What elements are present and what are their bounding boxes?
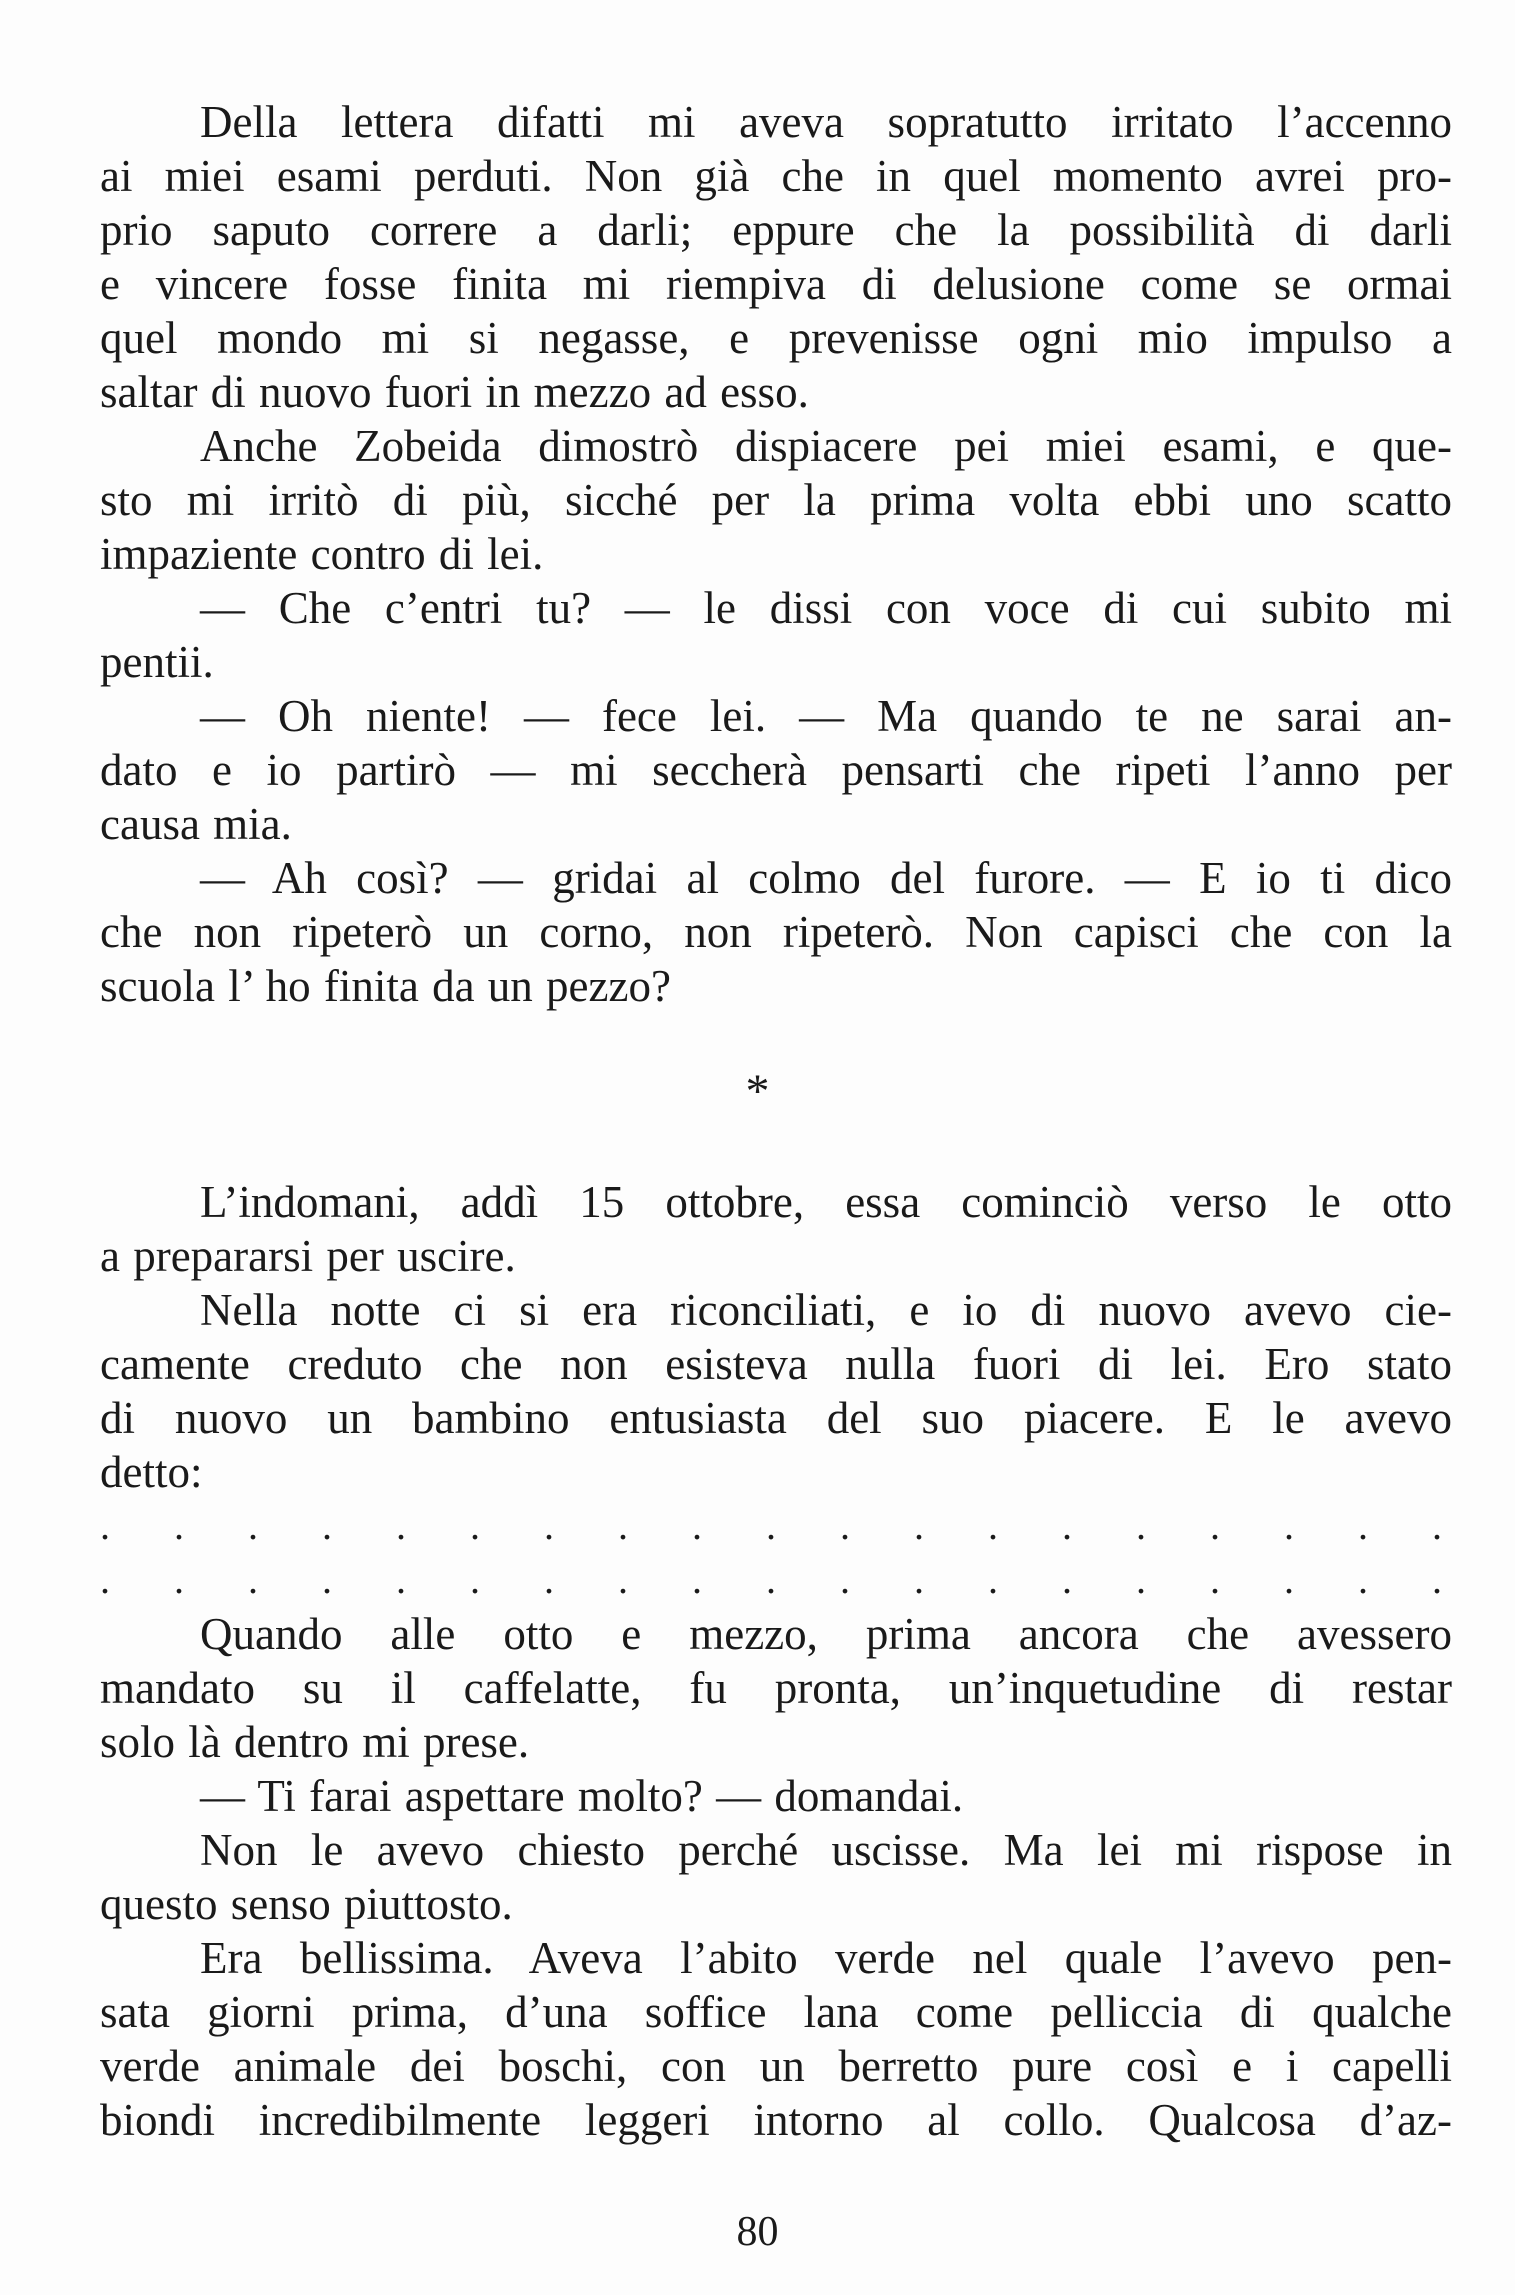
text-line: Della lettera difatti mi aveva sopratutto irritato l’accenno	[200, 97, 1452, 147]
text-line: pentii.	[100, 637, 214, 687]
text-line: di nuovo un bambino entusiasta del suo piacere. E le avevo	[100, 1393, 1452, 1443]
text-line: Quando alle otto e mezzo, prima ancora che avessero	[200, 1609, 1452, 1659]
text-line: questo senso piuttosto.	[100, 1879, 513, 1929]
text-line: Nella notte ci si era riconciliati, e io di nuovo avevo cie-	[200, 1285, 1452, 1335]
text-line: scuola l’ ho finita da un pezzo?	[100, 961, 671, 1011]
text-line: — Che c’entri tu? — le dissi con voce di cui subito mi	[200, 583, 1452, 633]
text-line: — Ti farai aspettare molto? — domandai.	[200, 1771, 964, 1821]
omitted-text-dots: . . . . . . . . . . . . . . . . . . .	[100, 1503, 1442, 1548]
text-line: Non le avevo chiesto perché uscisse. Ma lei mi rispose in	[200, 1825, 1452, 1875]
text-line: verde animale dei boschi, con un berretto pure così e i capelli	[100, 2041, 1452, 2091]
text-line: Era bellissima. Aveva l’abito verde nel quale l’avevo pen-	[200, 1933, 1452, 1983]
text-line: mandato su il caffelatte, fu pronta, un’inquetudine di restar	[100, 1663, 1452, 1713]
page-number: 80	[736, 2209, 779, 2255]
text-line: saltar di nuovo fuori in mezzo ad esso.	[100, 367, 809, 417]
text-line: prio saputo correre a darli; eppure che la possibilità di darli	[100, 205, 1452, 255]
text-line: solo là dentro mi prese.	[100, 1717, 530, 1767]
text-line: sto mi irritò di più, sicché per la prima volta ebbi uno scatto	[100, 475, 1452, 525]
text-line: a prepararsi per uscire.	[100, 1231, 516, 1281]
text-line: dato e io partirò — mi seccherà pensarti che ripeti l’anno per	[100, 745, 1452, 795]
text-line: sata giorni prima, d’una soffice lana come pelliccia di qualche	[100, 1987, 1452, 2037]
text-line: che non ripeterò un corno, non ripeterò. Non capisci che con la	[100, 907, 1452, 957]
text-line: causa mia.	[100, 799, 292, 849]
section-separator: *	[745, 1065, 770, 1118]
text-line: quel mondo mi si negasse, e prevenisse ogni mio impulso a	[100, 313, 1452, 363]
text-line: impaziente contro di lei.	[100, 529, 544, 579]
text-section-3	[100, 1607, 1452, 2147]
omitted-text-dots: . . . . . . . . . . . . . . . . . . .	[100, 1557, 1442, 1602]
text-line: Anche Zobeida dimostrò dispiacere pei miei esami, e que-	[200, 421, 1452, 471]
text-line: L’indomani, addì 15 ottobre, essa cominciò verso le otto	[200, 1177, 1452, 1227]
text-section-1	[100, 95, 1452, 1013]
text-line: e vincere fosse finita mi riempiva di delusione come se ormai	[100, 259, 1452, 309]
text-line: detto:	[100, 1447, 203, 1497]
text-line: biondi incredibilmente leggeri intorno al collo. Qualcosa d’az-	[100, 2095, 1452, 2145]
text-line: camente creduto che non esisteva nulla fuori di lei. Ero stato	[100, 1339, 1452, 1389]
text-line: — Oh niente! — fece lei. — Ma quando te ne sarai an-	[200, 691, 1452, 741]
text-section-2	[100, 1175, 1452, 1607]
text-line: — Ah così? — gridai al colmo del furore. — E io ti dico	[200, 853, 1452, 903]
text-line: ai miei esami perduti. Non già che in quel momento avrei pro-	[100, 151, 1452, 201]
